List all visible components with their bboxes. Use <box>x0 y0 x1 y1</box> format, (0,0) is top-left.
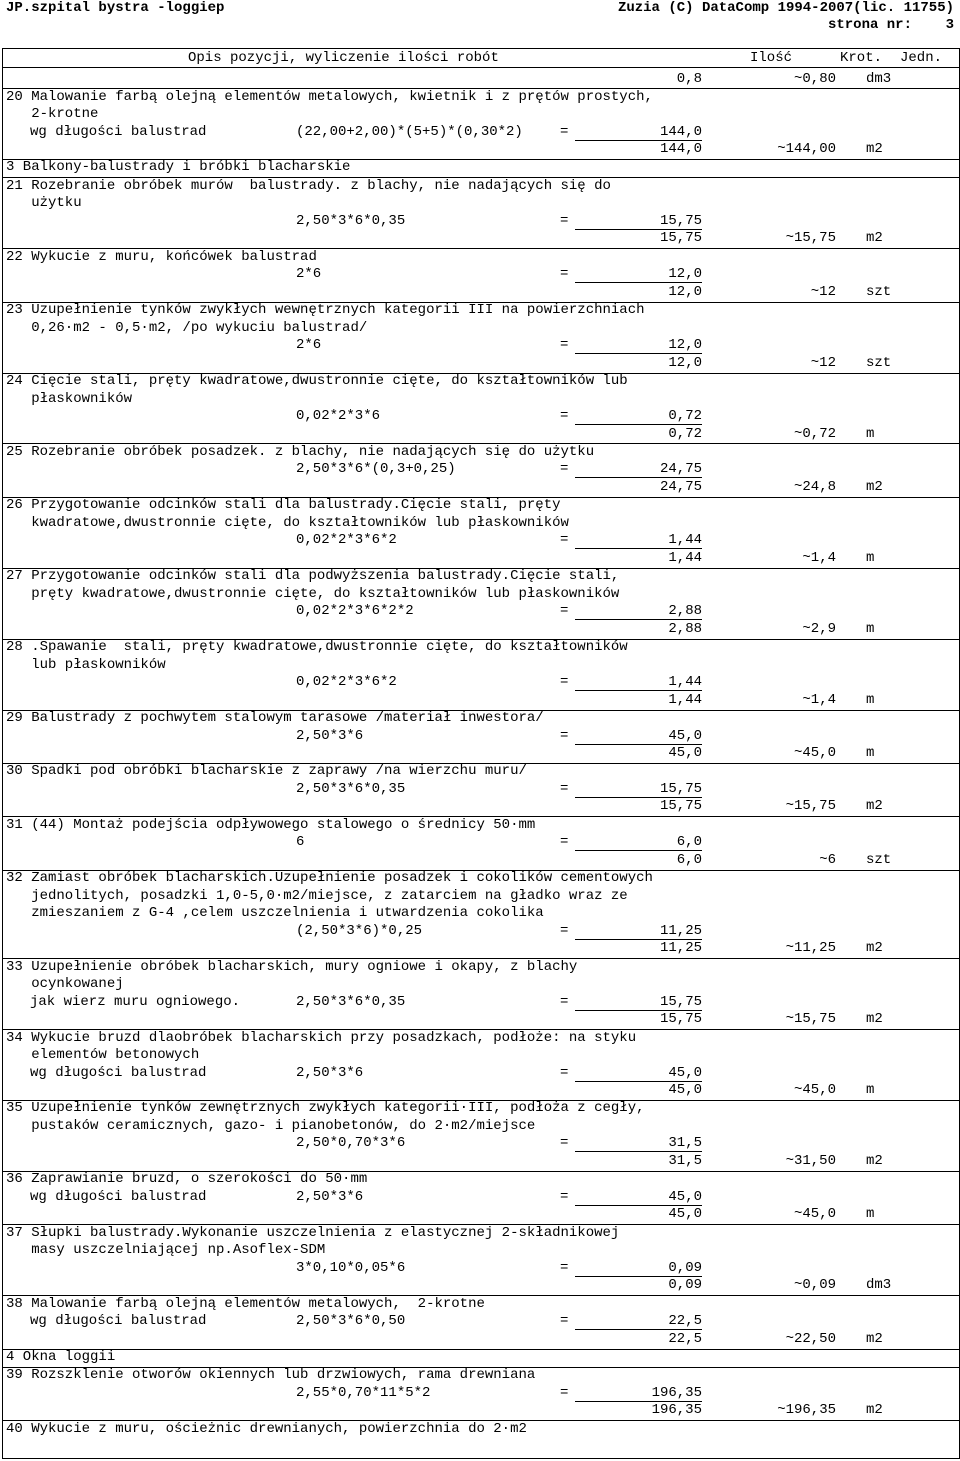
calc-value: 45,0 <box>668 727 702 744</box>
unit-label: szt <box>866 283 892 300</box>
calc-value: 0,72 <box>668 408 702 424</box>
total-quantity: 1,44 <box>668 549 702 566</box>
item-description-line: 28 .Spawanie stali, pręty kwadratowe,dwustronnie cięte, do kształtowników <box>6 639 628 656</box>
rounded-quantity: ~15,75 <box>785 1011 836 1028</box>
unit-label: dm3 <box>866 71 892 87</box>
total-quantity: 45,0 <box>668 1206 702 1223</box>
column-header-description: Opis pozycji, wyliczenie ilości robót <box>188 50 499 66</box>
calc-equals: = <box>560 993 569 1010</box>
total-quantity: 12,0 <box>668 283 702 300</box>
total-quantity: 1,44 <box>668 691 702 708</box>
rounded-quantity: ~0,09 <box>793 1277 836 1294</box>
calc-equals: = <box>560 123 569 140</box>
unit-label: m2 <box>866 141 883 157</box>
calc-equals: = <box>560 212 569 229</box>
calc-formula: 2*6 <box>296 266 322 283</box>
document-title: JP.szpital bystra -loggiep <box>6 0 225 16</box>
calc-equals: = <box>560 1064 569 1081</box>
calc-value: 15,75 <box>659 780 702 797</box>
calc-value: 45,0 <box>668 1064 702 1081</box>
total-quantity: 45,0 <box>668 745 702 761</box>
total-quantity: 6,0 <box>676 851 702 868</box>
calc-equals: = <box>560 1135 569 1152</box>
rounded-quantity: ~1,4 <box>802 691 836 708</box>
calc-formula: 2,50*3*6 <box>296 1188 364 1205</box>
rounded-quantity: ~22,50 <box>785 1330 836 1347</box>
calc-formula: 2,50*3*6 <box>296 1064 364 1081</box>
calc-equals: = <box>560 834 569 851</box>
item-description-line: elementów betonowych <box>6 1047 200 1063</box>
calc-formula: 6 <box>296 834 305 851</box>
item-description-line: 3 Balkony-balustrady i bróbki blacharskie <box>6 159 351 176</box>
item-description-line: 25 Rozebranie obróbek posadzek. z blachy, nie nadających się do użytku <box>6 443 595 460</box>
total-quantity: 22,5 <box>668 1330 702 1347</box>
calc-equals: = <box>560 603 569 620</box>
calc-label: wg długości balustrad <box>30 1064 207 1081</box>
calc-formula: 2,50*3*6*(0,3+0,25) <box>296 461 456 478</box>
calc-equals: = <box>560 1384 569 1401</box>
item-description-line: ocynkowanej <box>6 976 124 993</box>
unit-label: m <box>866 1082 875 1098</box>
rounded-quantity: ~1,4 <box>802 549 836 566</box>
calc-formula: 2,55*0,70*11*5*2 <box>296 1384 431 1401</box>
calc-equals: = <box>560 1188 569 1205</box>
item-description-line: 20 Malowanie farbą olejną elementów metalowych, kwietnik i z prętów prostych, <box>6 88 653 105</box>
calc-label: wg długości balustrad <box>30 1313 207 1330</box>
rounded-quantity: ~11,25 <box>785 940 836 957</box>
unit-label: m <box>866 691 875 708</box>
rounded-quantity: ~12 <box>810 354 836 371</box>
item-description-line: jednolitych, posadzki 1,0-5,0·m2/miejsce, z zatarciem na gładko wraz ze <box>6 887 628 904</box>
unit-label: m <box>866 620 875 637</box>
item-description-line: użytku <box>6 195 82 212</box>
calc-equals: = <box>560 337 569 354</box>
calc-formula: 2,50*3*6*0,35 <box>296 993 406 1010</box>
rounded-quantity: ~12 <box>810 283 836 300</box>
rounded-quantity: ~144,00 <box>777 141 836 157</box>
rounded-quantity: ~2,9 <box>802 620 836 637</box>
rounded-quantity: ~45,0 <box>793 1082 836 1098</box>
item-description-line: płaskowników <box>6 390 133 407</box>
item-description-line: 21 Rozebranie obróbek murów balustrady. z blachy, nie nadających się do <box>6 177 611 194</box>
rounded-quantity: ~45,0 <box>793 745 836 761</box>
item-description-line: lub płaskowników <box>6 656 166 673</box>
calc-label: wg długości balustrad <box>30 1188 207 1205</box>
calc-value: 15,75 <box>659 993 702 1010</box>
calc-formula: (2,50*3*6)*0,25 <box>296 922 423 939</box>
header-divider <box>2 67 959 68</box>
page-number: 3 <box>945 17 954 33</box>
calc-value: 144,0 <box>659 123 702 140</box>
calc-value: 196,35 <box>651 1384 702 1401</box>
item-description-line: masy uszczelniającej np.Asoflex-SDM <box>6 1242 326 1259</box>
total-quantity: 15,75 <box>659 1011 702 1028</box>
page-label: strona nr: <box>827 17 912 33</box>
calc-equals: = <box>560 674 569 691</box>
unit-label: szt <box>866 354 892 371</box>
rounded-quantity: ~0,72 <box>793 425 836 442</box>
column-header-krot: Krot. <box>840 50 883 66</box>
page-indicator <box>828 17 954 33</box>
item-description-line: kwadratowe,dwustronnie cięte, do kształtowników lub płaskowników <box>6 514 569 531</box>
total-quantity: 0,8 <box>676 71 702 87</box>
item-description-line: 31 (44) Montaż podejścia odpływowego stalowego o średnicy 50·mm <box>6 816 536 833</box>
calc-equals: = <box>560 408 569 424</box>
item-description-line: pustaków ceramicznych, gazo- i pianobetonów, do 2·m2/miejsce <box>6 1117 536 1134</box>
total-quantity: 196,35 <box>651 1402 702 1419</box>
total-quantity: 0,09 <box>668 1277 702 1294</box>
item-description-line: 36 Zaprawianie bruzd, o szerokości do 50·mm <box>6 1171 368 1188</box>
item-description-line: 2-krotne <box>6 106 99 122</box>
item-description-line: 23 Uzupełnienie tynków zwykłych wewnętrznych kategorii III na powierzchniach <box>6 302 645 319</box>
calc-value: 31,5 <box>668 1135 702 1152</box>
calc-value: 1,44 <box>668 532 702 549</box>
total-quantity: 15,75 <box>659 230 702 247</box>
calc-value: 12,0 <box>668 266 702 283</box>
calc-formula: 2,50*0,70*3*6 <box>296 1135 406 1152</box>
calc-label: wg długości balustrad <box>30 123 207 140</box>
calc-formula: 0,02*2*3*6 <box>296 408 381 424</box>
unit-label: m2 <box>866 1402 883 1419</box>
unit-label: m <box>866 745 875 761</box>
unit-label: m2 <box>866 940 883 957</box>
calc-formula: 2,50*3*6*0,50 <box>296 1313 406 1330</box>
calc-equals: = <box>560 1313 569 1330</box>
item-description-line: 30 Spadki pod obróbki blacharskie z zaprawy /na wierzchu muru/ <box>6 763 527 780</box>
rounded-quantity: ~15,75 <box>785 230 836 247</box>
item-description-line: 29 Balustrady z pochwytem stalowym tarasowe /materiał inwestora/ <box>6 710 544 726</box>
calc-value: 15,75 <box>659 212 702 229</box>
calc-formula: 0,02*2*3*6*2 <box>296 674 397 691</box>
calc-formula: 2,50*3*6 <box>296 727 364 744</box>
calc-formula: (22,00+2,00)*(5+5)*(0,30*2) <box>296 123 523 140</box>
item-description-line: 35 Uzupełnienie tynków zewnętrznych zwykłych kategorii·III, podłoża z cegły, <box>6 1100 645 1117</box>
calc-formula: 0,02*2*3*6*2*2 <box>296 603 414 620</box>
calc-formula: 2,50*3*6*0,35 <box>296 212 406 229</box>
total-quantity: 45,0 <box>668 1082 702 1098</box>
unit-label: szt <box>866 851 892 868</box>
item-description-line: 38 Malowanie farbą olejną elementów metalowych, 2-krotne <box>6 1295 485 1312</box>
calc-value: 45,0 <box>668 1188 702 1205</box>
item-description-line: zmieszaniem z G-4 ,celem uszczelnienia i utwardzenia cokolika <box>6 905 544 922</box>
total-quantity: 31,5 <box>668 1152 702 1169</box>
unit-label: m2 <box>866 1152 883 1169</box>
calc-equals: = <box>560 461 569 478</box>
unit-label: m2 <box>866 478 883 495</box>
calc-equals: = <box>560 532 569 549</box>
unit-label: m2 <box>866 1011 883 1028</box>
calc-value: 12,0 <box>668 337 702 354</box>
calc-formula: 0,02*2*3*6*2 <box>296 532 397 549</box>
unit-label: m <box>866 1206 875 1223</box>
calc-value: 24,75 <box>659 461 702 478</box>
rounded-quantity: ~15,75 <box>785 798 836 815</box>
total-quantity: 24,75 <box>659 478 702 495</box>
calc-value: 0,09 <box>668 1259 702 1276</box>
unit-label: m <box>866 549 875 566</box>
calc-value: 2,88 <box>668 603 702 620</box>
rounded-quantity: ~24,8 <box>793 478 836 495</box>
unit-label: m2 <box>866 798 883 815</box>
item-description-line: 26 Przygotowanie odcinków stali dla balustrady.Cięcie stali, pręty <box>6 497 561 514</box>
item-description-line: 32 Zamiast obróbek blacharskich.Uzupełnienie posadzek i cokolików cementowych <box>6 870 653 887</box>
item-description-line: 40 Wykucie z muru, ościeżnic drewnianych, powierzchnia do 2·m2 <box>6 1420 527 1437</box>
total-quantity: 15,75 <box>659 798 702 815</box>
calc-value: 22,5 <box>668 1313 702 1330</box>
total-quantity: 0,72 <box>668 425 702 442</box>
item-description-line: 34 Wykucie bruzd dlaobróbek blacharskich przy posadzkach, podłoże: na styku <box>6 1029 637 1046</box>
calc-label: jak wierz muru ogniowego. <box>30 993 241 1010</box>
item-description-line: 39 Rozszklenie otworów okiennych lub drzwiowych, rama drewniana <box>6 1367 536 1384</box>
item-description-line: 4 Okna loggii <box>6 1349 116 1365</box>
rounded-quantity: ~6 <box>819 851 836 868</box>
total-quantity: 11,25 <box>659 940 702 957</box>
rounded-quantity: ~31,50 <box>785 1152 836 1169</box>
rounded-quantity: ~45,0 <box>793 1206 836 1223</box>
calc-equals: = <box>560 922 569 939</box>
unit-label: m2 <box>866 230 883 247</box>
item-description-line: 37 Słupki balustrady.Wykonanie uszczelnienia z elastycznej 2-składnikowej <box>6 1224 620 1241</box>
item-description-line: 0,26·m2 - 0,5·m2, /po wykuciu balustrad/ <box>6 319 368 336</box>
item-description-line: 22 Wykucie z muru, końcówek balustrad <box>6 248 317 265</box>
unit-label: dm3 <box>866 1277 892 1294</box>
calc-formula: 2*6 <box>296 337 322 354</box>
item-description-line: 33 Uzupełnienie obróbek blacharskich, mury ogniowe i okapy, z blachy <box>6 958 578 975</box>
total-quantity: 2,88 <box>668 620 702 637</box>
unit-label: m <box>866 425 875 442</box>
total-quantity: 12,0 <box>668 354 702 371</box>
column-header-quantity: Ilość <box>750 50 793 66</box>
calc-formula: 3*0,10*0,05*6 <box>296 1259 406 1276</box>
calc-equals: = <box>560 727 569 744</box>
item-description-line: pręty kwadratowe,dwustronnie cięte, do kształtowników lub płaskowników <box>6 585 620 602</box>
column-header-unit: Jedn. <box>900 50 943 66</box>
item-description-line: 24 Cięcie stali, pręty kwadratowe,dwustronnie cięte, do kształtowników lub <box>6 373 628 389</box>
rounded-quantity: ~0,80 <box>793 71 836 87</box>
calc-value: 1,44 <box>668 674 702 691</box>
calc-value: 11,25 <box>659 922 702 939</box>
total-quantity: 144,0 <box>659 141 702 157</box>
calc-equals: = <box>560 266 569 283</box>
row-separator <box>2 1349 959 1350</box>
software-credit: Zuzia (C) DataComp 1994-2007(lic. 11755) <box>617 0 954 16</box>
calc-equals: = <box>560 780 569 797</box>
calc-value: 6,0 <box>676 834 702 851</box>
rounded-quantity: ~196,35 <box>777 1402 836 1419</box>
item-description-line: 27 Przygotowanie odcinków stali dla podwyższenia balustrady.Cięcie stali, <box>6 568 620 585</box>
calc-formula: 2,50*3*6*0,35 <box>296 780 406 797</box>
unit-label: m2 <box>866 1330 883 1347</box>
calc-equals: = <box>560 1259 569 1276</box>
